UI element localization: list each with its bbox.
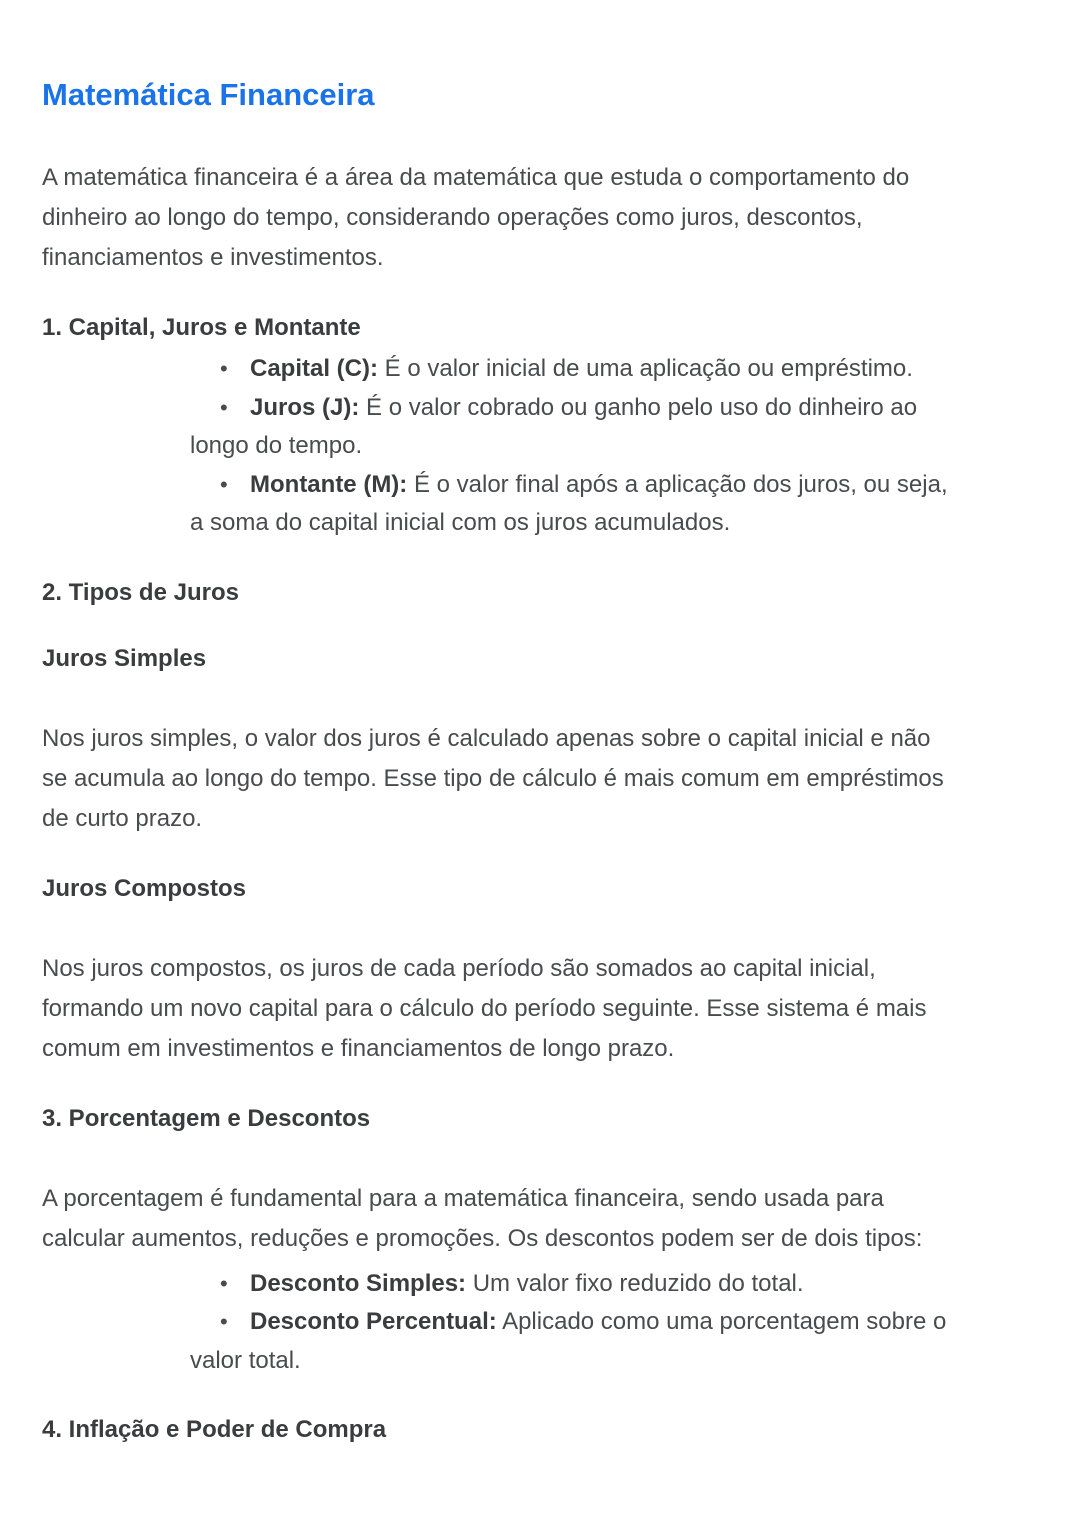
document-content: [42, 76, 960, 1446]
bullet-icon: •: [220, 1309, 228, 1334]
section-1-heading: 1. Capital, Juros e Montante: [42, 314, 361, 341]
term-label: Desconto Percentual:: [250, 1308, 497, 1335]
subheading-juros-compostos: Juros Compostos: [42, 874, 247, 902]
bullet-icon: •: [220, 356, 228, 381]
term-label: Juros (J):: [250, 393, 360, 421]
page-title: Matemática Financeira: [42, 77, 375, 112]
intro-paragraph: A matemática financeira é a área da matemática que estuda o comportamento do dinheiro ao longo do tempo, considerando operações como juros, descontos, financiamentos e investimentos.: [42, 164, 910, 271]
list-item-desconto-simples: [42, 1265, 960, 1304]
list-item-montante: [42, 466, 960, 543]
section-3-bullet-list: [42, 1265, 960, 1381]
term-description: É o valor cobrado ou ganho pelo uso do dinheiro ao longo do tempo.: [190, 393, 918, 459]
term-description: É o valor final após a aplicação dos juros, ou seja, a soma do capital inicial com os juros acumulados.: [190, 470, 948, 536]
term-description: É o valor inicial de uma aplicação ou empréstimo.: [378, 355, 913, 382]
bullet-icon: •: [220, 1270, 228, 1296]
term-label: Montante (M):: [250, 470, 408, 498]
term-label: Capital (C):: [250, 355, 378, 382]
term-description: Um valor fixo reduzido do total.: [466, 1269, 804, 1297]
paragraph-juros-compostos: Nos juros compostos, os juros de cada período são somados ao capital inicial, formando um novo capital para o cálculo do período seguinte. Esse sistema é mais comum em investimentos e financiamentos de longo prazo.: [42, 954, 927, 1062]
section-1-bullet-list: [42, 350, 960, 543]
term-label: Desconto Simples:: [250, 1269, 467, 1297]
bullet-icon: •: [220, 471, 228, 497]
list-item-capital: [42, 350, 960, 389]
bullet-icon: •: [220, 394, 228, 420]
term-description: Aplicado como uma porcentagem sobre o valor total.: [190, 1308, 947, 1374]
subheading-juros-simples: Juros Simples: [42, 644, 207, 672]
section-4-heading: 4. Inflação e Poder de Compra: [42, 1416, 387, 1443]
section-2-heading: 2. Tipos de Juros: [42, 578, 239, 606]
paragraph-porcentagem: A porcentagem é fundamental para a matemática financeira, sendo usada para calcular aumentos, reduções e promoções. Os descontos podem ser de dois tipos:: [42, 1184, 923, 1252]
list-item-desconto-percentual: [42, 1303, 960, 1380]
list-item-juros: [42, 389, 960, 466]
section-3-heading: 3. Porcentagem e Descontos: [42, 1104, 371, 1132]
paragraph-juros-simples: Nos juros simples, o valor dos juros é calculado apenas sobre o capital inicial e não se acumula ao longo do tempo. Esse tipo de cálculo é mais comum em empréstimos de curto prazo.: [42, 724, 944, 832]
